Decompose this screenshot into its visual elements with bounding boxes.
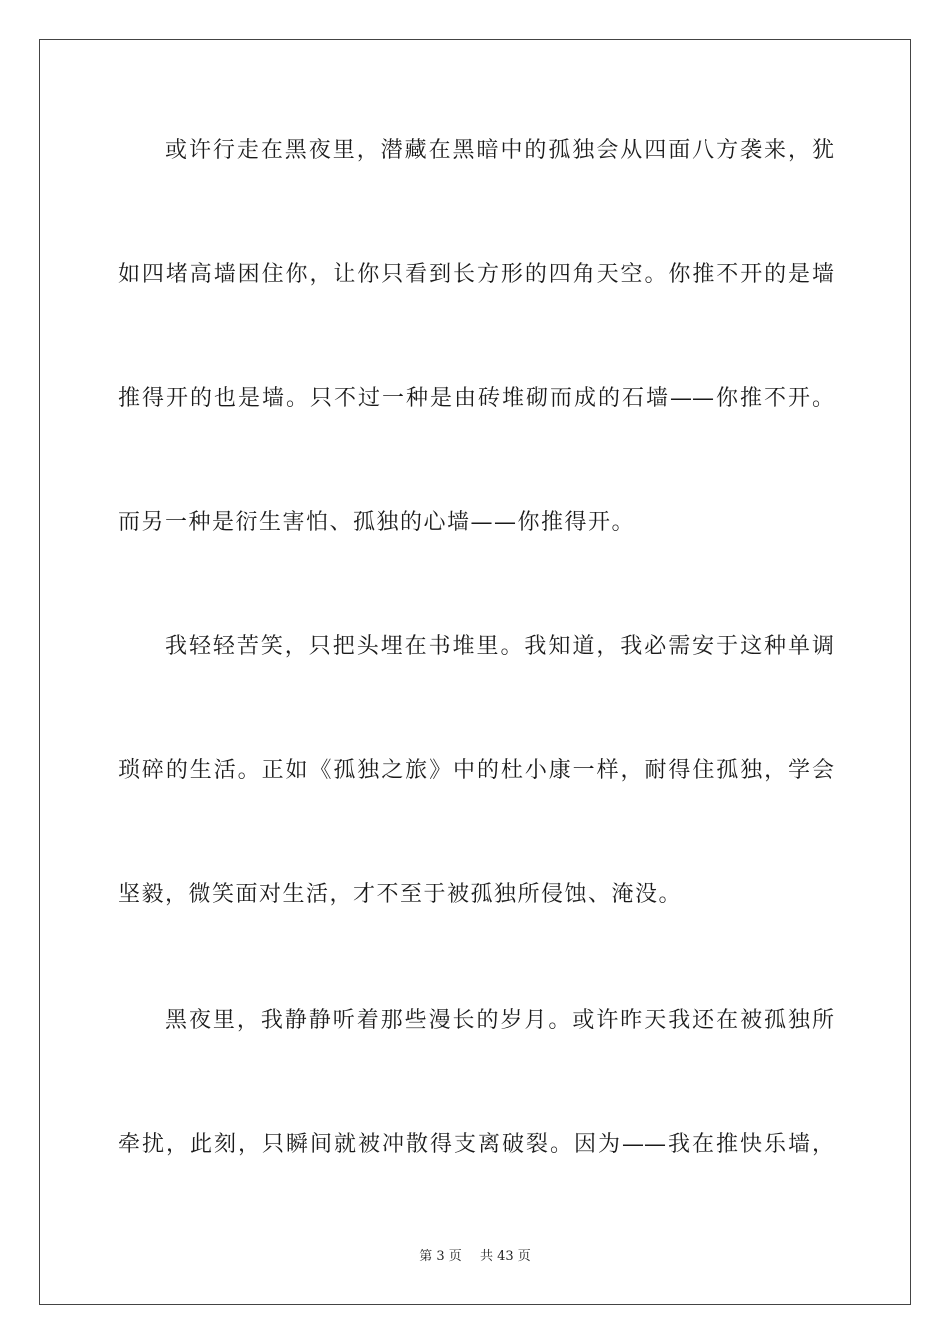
- paragraph-2-line-1: 我轻轻苦笑，只把头埋在书堆里。我知道，我必需安于这种单调: [165, 634, 834, 659]
- paragraph-1-line-3: 推得开的也是墙。只不过一种是由砖堆砌而成的石墙——你推不开。: [118, 386, 834, 411]
- total-pages: 共 43 页: [479, 1249, 531, 1264]
- paragraph-2-line-2: 琐碎的生活。正如《孤独之旅》中的杜小康一样，耐得住孤独，学会: [118, 758, 834, 783]
- paragraph-3-line-2: 牵扰，此刻，只瞬间就被冲散得支离破裂。因为——我在推快乐墙，: [118, 1132, 834, 1157]
- page-footer: [0, 1248, 950, 1266]
- paragraph-3-line-1: 黑夜里，我静静听着那些漫长的岁月。或许昨天我还在被孤独所: [165, 1008, 834, 1033]
- paragraph-2-line-3: 坚毅，微笑面对生活，才不至于被孤独所侵蚀、淹没。: [118, 882, 683, 907]
- page-number: 第 3 页: [419, 1249, 462, 1264]
- paragraph-1-line-1: 或许行走在黑夜里，潜藏在黑暗中的孤独会从四面八方袭来，犹: [165, 138, 834, 163]
- paragraph-1-line-4: 而另一种是衍生害怕、孤独的心墙——你推得开。: [118, 510, 636, 535]
- page-border: [39, 39, 911, 1305]
- paragraph-1-line-2: 如四堵高墙困住你，让你只看到长方形的四角天空。你推不开的是墙: [118, 262, 834, 287]
